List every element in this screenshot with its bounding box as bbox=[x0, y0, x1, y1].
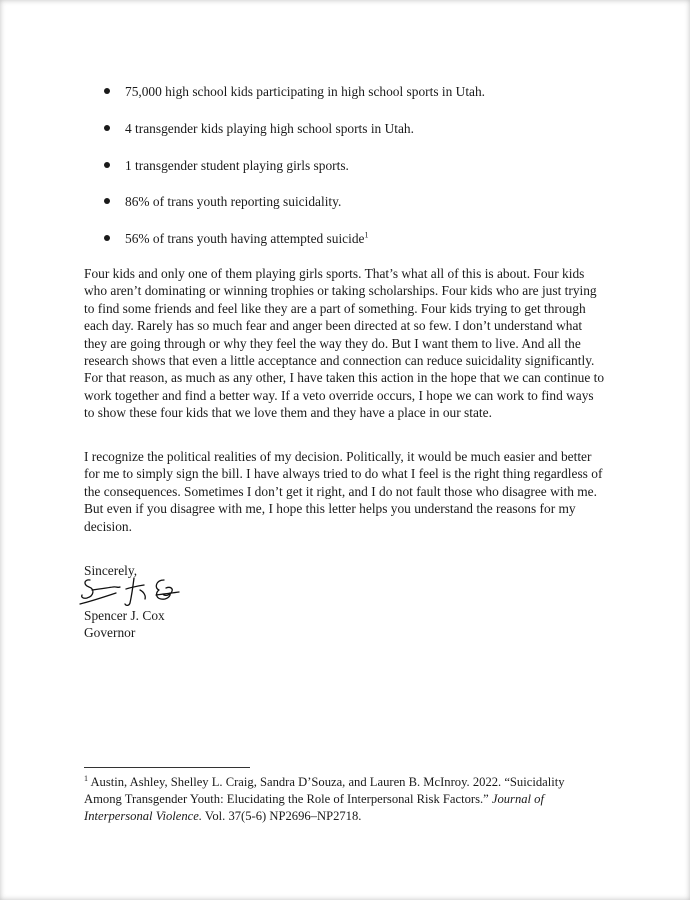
paragraph-line: who aren’t dominating or winning trophies or taking scholarships. Four kids who are just trying bbox=[84, 283, 597, 299]
footnote-text: Vol. 37(5-6) NP2696–NP2718. bbox=[201, 809, 362, 823]
bullet-item bbox=[104, 80, 485, 103]
footnote-divider bbox=[84, 767, 250, 768]
paragraph-line: For that reason, as much as any other, I have taken this action in the hope that we can continue to bbox=[84, 370, 605, 386]
paragraph-line: to show these four kids that we love them and they have a place in our state. bbox=[84, 405, 492, 421]
bullet-dot-icon bbox=[104, 162, 110, 168]
bullet-dot-icon bbox=[104, 88, 110, 94]
bullet-text: 1 transgender student playing girls sports. bbox=[125, 157, 349, 173]
bullet-item bbox=[104, 227, 485, 250]
bullet-dot-icon bbox=[104, 235, 110, 241]
bullet-item bbox=[104, 190, 485, 213]
paragraph-line: to find some friends and feel like they are a part of something. Four kids trying to get through bbox=[84, 300, 586, 316]
bullet-text: 56% of trans youth having attempted suicide bbox=[125, 231, 365, 247]
signer-title: Governor bbox=[84, 625, 136, 640]
paragraph-line: research shows that even a little acceptance and connection can reduce suicidality significantly. bbox=[84, 353, 595, 369]
bullet-text: 75,000 high school kids participating in high school sports in Utah. bbox=[125, 84, 486, 99]
paragraph-line: for me to simply sign the bill. I have always tried to do what I feel is the right thing regardless of bbox=[84, 466, 603, 482]
handwritten-signature bbox=[78, 574, 198, 610]
footnote-text: Austin, Ashley, Shelley L. Craig, Sandra D’Souza, and Lauren B. McInroy. 2022. “Suicidality bbox=[88, 775, 565, 789]
footnote-line bbox=[84, 808, 644, 825]
footnote-line bbox=[84, 774, 644, 791]
body-paragraph-2 bbox=[84, 448, 624, 535]
bullet-text: 4 transgender kids playing high school sports in Utah. bbox=[125, 120, 414, 136]
paragraph-line: Four kids and only one of them playing girls sports. That’s what all of this is about. Four kids bbox=[84, 266, 585, 281]
statistics-bullet-list bbox=[104, 80, 485, 264]
footnote-number: 1 bbox=[84, 773, 88, 783]
closing-salutation: Sincerely, bbox=[84, 563, 138, 578]
bullet-item bbox=[104, 117, 485, 140]
paragraph-line: work together and find a better way. If a veto override occurs, I hope we can work to find ways bbox=[84, 387, 594, 403]
footnote-reference[interactable]: 1 bbox=[364, 230, 369, 240]
bullet-item bbox=[104, 154, 485, 177]
signer-name: Spencer J. Cox bbox=[84, 608, 165, 623]
paragraph-line: I recognize the political realities of my decision. Politically, it would be much easier and better bbox=[84, 449, 592, 464]
journal-title: Journal of bbox=[491, 792, 544, 806]
footnote bbox=[84, 774, 644, 825]
paragraph-line: they are going through or why they feel the way they do. But I want them to live. And all the bbox=[84, 335, 581, 351]
journal-title: Interpersonal Violence. bbox=[84, 809, 202, 823]
body-paragraph-1 bbox=[84, 265, 624, 422]
footnote-text: Among Transgender Youth: Elucidating the Role of Interpersonal Risk Factors.” bbox=[84, 792, 492, 806]
paragraph-line: the consequences. Sometimes I don’t get it right, and I do not fault those who disagree with me. bbox=[84, 483, 597, 499]
bullet-dot-icon bbox=[104, 198, 110, 204]
footnote-line bbox=[84, 791, 644, 808]
paragraph-line: decision. bbox=[84, 518, 132, 534]
paragraph-line: each day. Rarely has so much fear and anger been directed at so few. I don’t understand what bbox=[84, 318, 583, 334]
paragraph-line: But even if you disagree with me, I hope this letter helps you understand the reasons for my bbox=[84, 501, 576, 517]
bullet-dot-icon bbox=[104, 125, 110, 131]
bullet-text: 86% of trans youth reporting suicidality. bbox=[125, 194, 342, 210]
